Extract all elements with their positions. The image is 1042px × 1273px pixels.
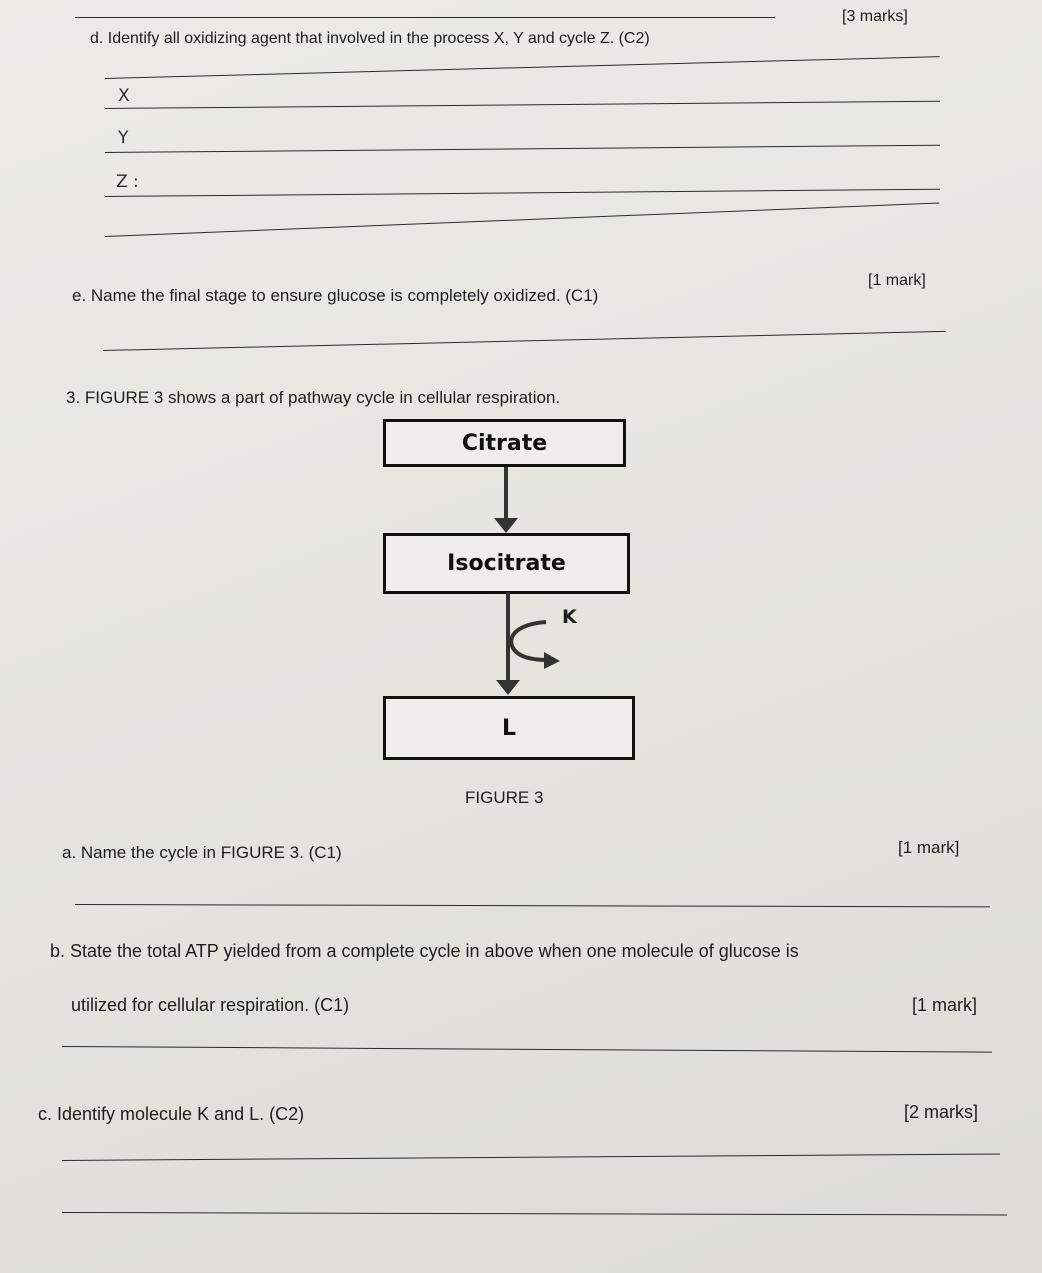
citrate-to-isocitrate-arrow (494, 467, 518, 533)
question-3-intro: 3. FIGURE 3 shows a part of pathway cycle in cellular respiration. (66, 388, 561, 407)
question-b-line2: utilized for cellular respiration. (C1) (71, 995, 350, 1015)
answer-z[interactable]: Z : (116, 172, 139, 192)
question-e-marks: [1 mark] (868, 272, 926, 289)
question-a-text: a. Name the cycle in FIGURE 3. (C1) (62, 843, 342, 862)
molecule-k-label: K (562, 606, 577, 628)
isocitrate-to-l-arrow (496, 592, 520, 695)
molecule-l-label: L (501, 715, 517, 741)
citrate-label: Citrate (461, 430, 548, 456)
question-b-marks: [1 mark] (912, 995, 978, 1015)
isocitrate-label: Isocitrate (447, 551, 566, 576)
answer-y[interactable]: Y (118, 128, 129, 148)
question-b-line1: b. State the total ATP yielded from a complete cycle in above when one molecule of glucose is (50, 941, 799, 961)
answer-x[interactable]: X (118, 86, 130, 106)
figure-caption: FIGURE 3 (465, 788, 544, 807)
question-c-marks: [2 marks] (904, 1102, 979, 1122)
question-d-text: d. Identify all oxidizing agent that involved in the process X, Y and cycle Z. (C2) (90, 30, 650, 47)
question-c-text: c. Identify molecule K and L. (C2) (38, 1104, 305, 1124)
question-e-text: e. Name the final stage to ensure glucose is completely oxidized. (C1) (72, 286, 599, 305)
question-a-marks: [1 mark] (898, 838, 960, 857)
question-d-marks: [3 marks] (842, 8, 908, 25)
k-curved-arrow (511, 622, 560, 669)
